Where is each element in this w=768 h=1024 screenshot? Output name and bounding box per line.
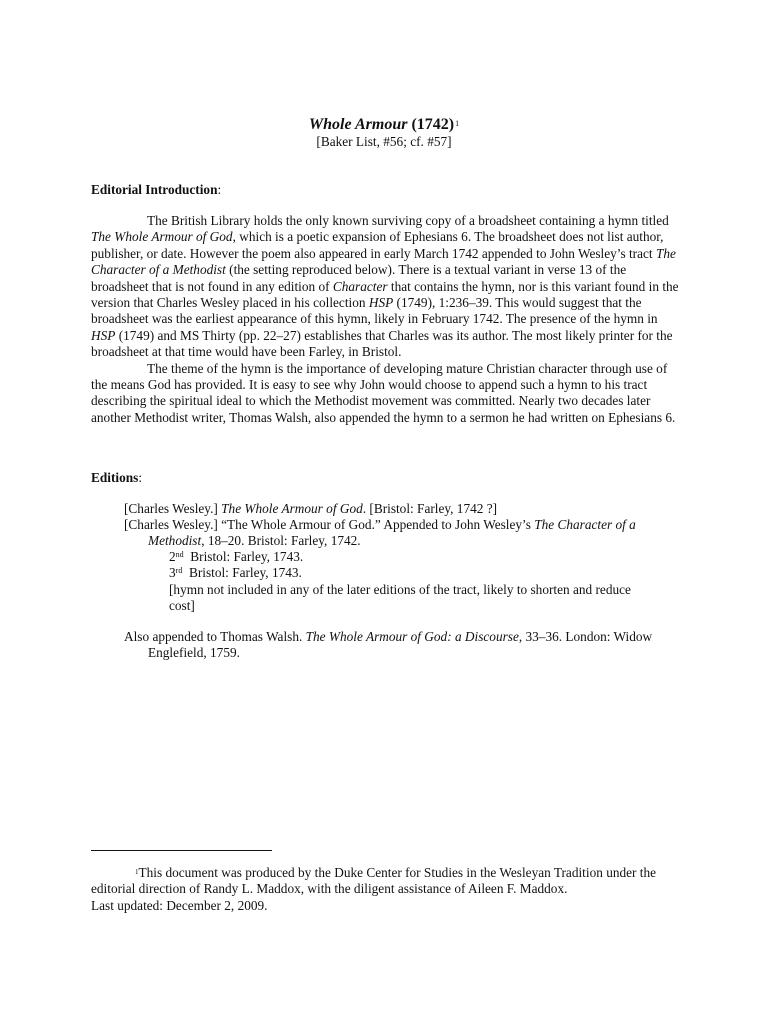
title-year: (1742) xyxy=(411,116,455,133)
intro-p1-text-k: (1749) and MS Thirty (pp. 22–27) establishes that Charles was its author. The most likely printer for the broadsheet at that time would have been Farley, in Bristol. xyxy=(91,327,673,360)
sub-edition-second xyxy=(169,549,659,565)
edition-1-title: The Whole Armour of God xyxy=(221,501,363,516)
intro-p1-text-e: (the setting reproduced below). There is a textual variant in verse 13 of the broadsheet that is not found in any edition of xyxy=(91,262,627,294)
intro-p1-hsp-1: HSP xyxy=(368,295,394,311)
intro-p1-text-i: (1749), 1:236–39. This would suggest that the broadsheet was the earliest appearance of this hymn, likely in February 1742. The presence of the hymn in xyxy=(91,295,658,327)
intro-paragraph-2: The theme of the hymn is the importance of developing mature Christian character through use of the means God has provided. It is easy to see why John would choose to append such a hymn to his tract describing the spiritual ideal to which the Methodist movement was committed. Nearly two decades later another Methodist writer, Thomas Walsh, also appended the hymn to a sermon he had written on Ephesians 6. xyxy=(91,360,676,425)
footnote-mark: 1 xyxy=(135,868,139,876)
editions-heading xyxy=(91,470,142,486)
editorial-intro-heading xyxy=(91,182,221,198)
sub-edition-third-sup: rd xyxy=(175,566,183,576)
document-title xyxy=(0,115,768,135)
edition-entry-character-text xyxy=(124,517,684,550)
edition-2-imprint: , 18–20. Bristol: Farley, 1742. xyxy=(201,533,361,549)
edition-3-title: The Whole Armour of God: a Discourse xyxy=(305,629,519,644)
title-footnote-mark[interactable]: 1 xyxy=(455,119,460,128)
edition-entry-walsh xyxy=(124,629,684,662)
edition-entry-walsh-text xyxy=(124,629,684,662)
edition-2-author: [Charles Wesley.] “The Whole Armour of God.” Appended to John Wesley’s xyxy=(124,517,535,532)
edition-entry-broadsheet-text xyxy=(124,501,684,517)
sub-edition-third-num: 3 xyxy=(169,565,176,581)
intro-p1-title-character: The Character of a Methodist xyxy=(91,245,676,278)
editions-heading-colon: : xyxy=(138,470,143,485)
footnote-text xyxy=(91,865,681,898)
edition-1-author: [Charles Wesley.] xyxy=(124,501,222,516)
edition-2-sub-editions xyxy=(169,549,659,615)
intro-paragraph-1 xyxy=(91,213,681,361)
sub-edition-third-text: Bristol: Farley, 1743. xyxy=(182,565,302,581)
title-italic: Whole Armour xyxy=(308,116,408,133)
footnote xyxy=(91,865,681,914)
intro-p1-text-a: The British Library holds the only known surviving copy of a broadsheet containing a hymn titled xyxy=(147,213,669,228)
editorial-intro-heading-colon: : xyxy=(217,182,222,197)
sub-edition-third xyxy=(169,565,659,581)
footnote-separator xyxy=(91,850,272,851)
footnote-line-1: This document was produced by the Duke Center for Studies in the Wesleyan Tradition under the editorial direction of Randy L. Maddox, with the diligent assistance of Aileen F. Maddox. xyxy=(91,865,657,897)
edition-entry-broadsheet xyxy=(124,501,684,517)
sub-edition-second-sup: nd xyxy=(175,550,184,559)
intro-p1-text-g: that contains the hymn, nor is this variant found in the version that Charles Wesley placed in his collection xyxy=(91,278,679,311)
intro-p1-title-whole-armour: The Whole Armour of God xyxy=(91,229,233,245)
intro-p1-hsp-2: HSP xyxy=(91,327,116,343)
edition-entry-character xyxy=(124,517,684,550)
intro-p1-text-c: , which is a poetic expansion of Ephesians 6. The broadsheet does not list author, publisher, or date. However the poem also appeared in early March 1742 appended to John Wesley’s tract xyxy=(91,229,664,261)
sub-edition-second-text: Bristol: Farley, 1743. xyxy=(183,549,304,564)
editorial-intro-heading-text: Editorial Introduction xyxy=(91,182,218,197)
sub-edition-second-num: 2 xyxy=(169,549,176,564)
edition-3-author: Also appended to Thomas Walsh. xyxy=(124,629,306,644)
edition-3-imprint: , 33–36. London: Widow Englefield, 1759. xyxy=(148,629,653,661)
document-subtitle: [Baker List, #56; cf. #57] xyxy=(316,134,452,149)
footnote-updated: Last updated: December 2, 2009. xyxy=(91,897,268,913)
intro-p1-title-character-short: Character xyxy=(332,278,388,294)
editions-heading-text: Editions xyxy=(91,470,139,485)
edition-1-imprint: . [Bristol: Farley, 1742 ?] xyxy=(362,501,498,516)
sub-edition-note: [hymn not included in any of the later editions of the tract, likely to shorten and reduce cost] xyxy=(169,581,631,614)
editorial-intro-body xyxy=(91,213,681,426)
edition-2-title: The Character of a Methodist xyxy=(148,517,636,549)
